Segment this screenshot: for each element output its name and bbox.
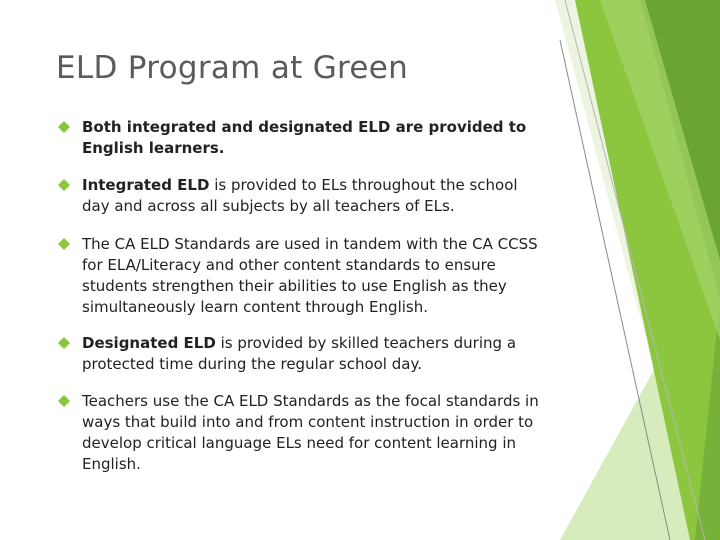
diamond-bullet-icon xyxy=(58,179,70,191)
diamond-bullet-icon xyxy=(58,121,70,133)
bullet-body-text: Teachers use the CA ELD Standards as the focal standards in ways that build into and from content instruction in order to develop critical language ELs need for content learning in English. xyxy=(82,392,539,473)
diamond-bullet-icon xyxy=(58,238,70,250)
bullet-item xyxy=(58,391,548,475)
bullet-body-text: is provided to ELs throughout the school day and across all subjects by all teachers of ELs. xyxy=(82,176,518,215)
bullet-text xyxy=(82,175,548,217)
bullet-item xyxy=(58,234,548,318)
bullet-item xyxy=(58,175,548,217)
bullet-bold-text: Integrated ELD xyxy=(82,176,210,194)
bullet-text xyxy=(82,117,548,159)
bullet-bold-text: Designated ELD xyxy=(82,334,216,352)
bullet-text xyxy=(82,391,548,475)
bullet-bold-text: Both integrated and designated ELD are provided to English learners. xyxy=(82,118,527,157)
diamond-bullet-icon xyxy=(58,395,70,407)
bullet-body-text: is provided by skilled teachers during a protected time during the regular school day. xyxy=(82,334,517,373)
bullet-item xyxy=(58,117,548,159)
bullet-body-text: The CA ELD Standards are used in tandem with the CA CCSS for ELA/Literacy and other content standards to ensure students strengthen their abilities to use English as they simultaneously learn content through English. xyxy=(82,235,538,316)
bullet-text xyxy=(82,333,548,375)
bullet-list xyxy=(58,117,548,492)
diamond-bullet-icon xyxy=(58,337,70,349)
bullet-item xyxy=(58,333,548,375)
bullet-text xyxy=(82,234,548,318)
slide-title: ELD Program at Green xyxy=(56,50,409,86)
